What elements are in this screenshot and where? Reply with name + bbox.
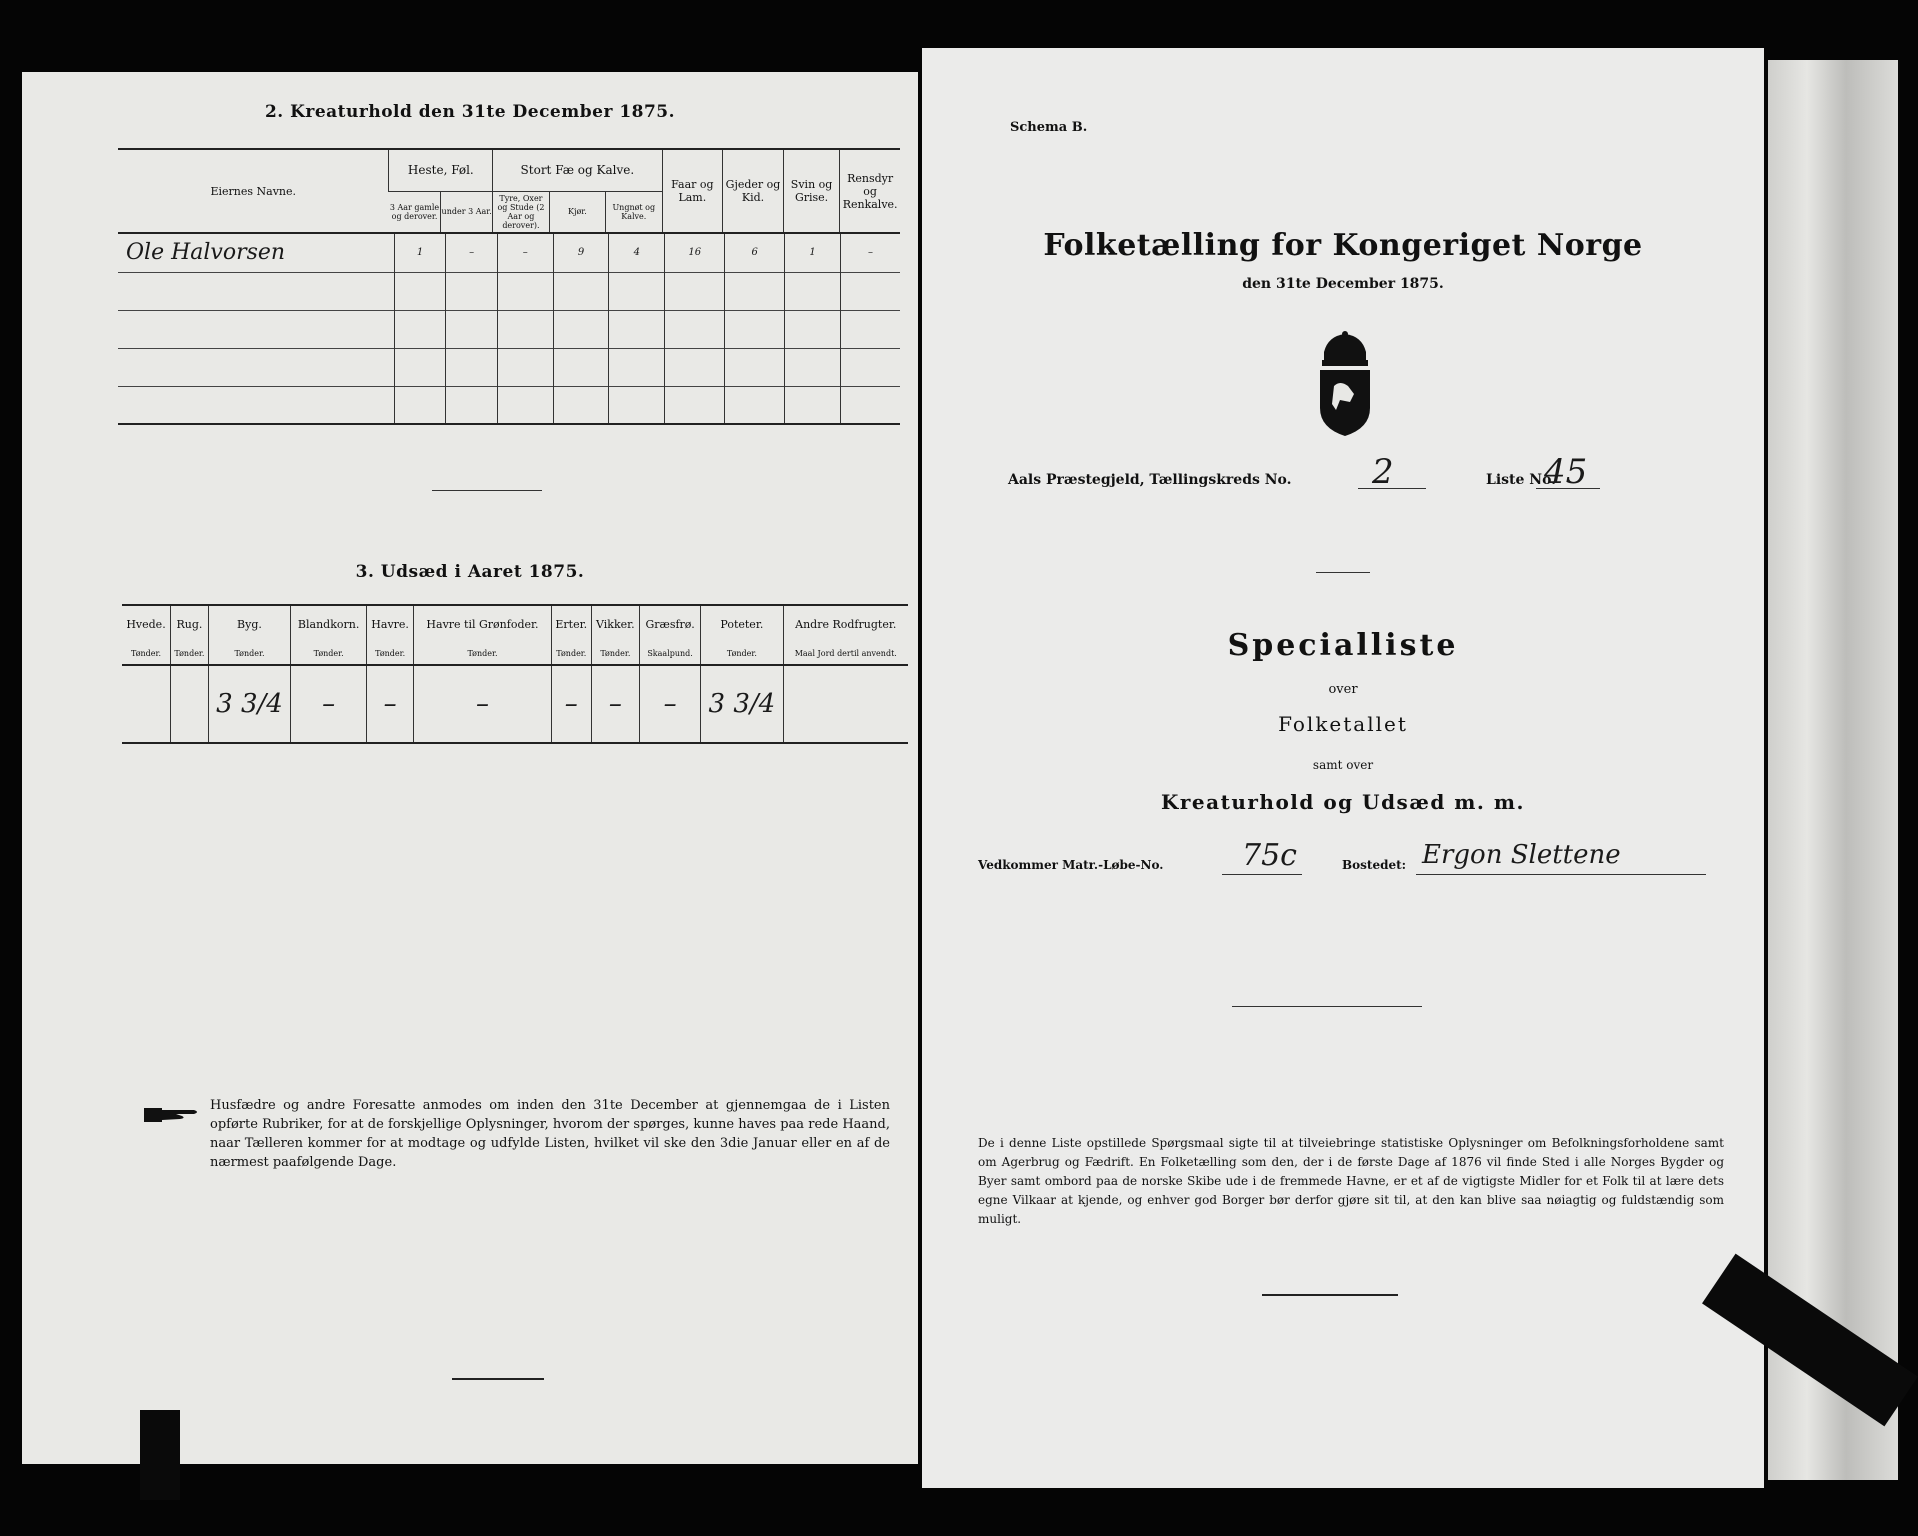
kreaturhold-heading: Kreaturhold og Udsæd m. m. — [1161, 790, 1525, 814]
underline — [1416, 874, 1706, 875]
clamp — [140, 1410, 180, 1500]
cell-pigs: 1 — [785, 234, 841, 272]
cell-cattle-young: 4 — [609, 234, 665, 272]
col-sheep: Faar og Lam. — [662, 149, 723, 233]
col-cattle: Stort Fæ og Kalve. — [493, 149, 662, 191]
col-horses-under3: under 3 Aar. — [441, 191, 493, 233]
schema-label: Schema B. — [1010, 120, 1088, 135]
divider — [1232, 1006, 1422, 1007]
specialliste-heading: Specialliste — [1227, 628, 1459, 663]
seed-col-name: Blandkorn. — [291, 605, 367, 643]
right-page — [922, 48, 1764, 1488]
bostedet-value: Ergon Slettene — [1422, 840, 1621, 870]
underline — [1536, 488, 1600, 489]
livestock-body — [118, 234, 900, 425]
seed-col-name: Vikker. — [591, 605, 639, 643]
back-sheets — [1768, 60, 1898, 1480]
cell-goats: 6 — [725, 234, 785, 272]
instruction-note: Husfædre og andre Foresatte anmodes om inden den 31te December at gjennemgaa de i Listen opførte Rubriker, for at de forskjellige Oplysninger, hvorom der spørges, kunne haves paa rede Haand, naar Tælleren kommer for at modtage og udfylde Listen, hvilket vil ske den 3die Januar eller en af de nærmest paafølgende Dage. — [210, 1098, 890, 1170]
folketallet-heading: Folketallet — [1278, 712, 1408, 736]
cell-sheep: 16 — [665, 234, 725, 272]
page-title: Folketælling for Kongeriget Norge — [1043, 228, 1643, 263]
divider — [432, 490, 542, 491]
col-owner: Eiernes Navne. — [210, 184, 296, 198]
col-cattle-cows: Kjør. — [549, 191, 605, 233]
seed-col-unit: Tønder. — [551, 643, 591, 665]
seed-table — [122, 604, 908, 744]
seed-col-name: Byg. — [208, 605, 290, 643]
section3-title: 3. Udsæd i Aaret 1875. — [355, 562, 585, 582]
seed-col-unit: Tønder. — [291, 643, 367, 665]
coat-of-arms-icon — [1310, 330, 1380, 440]
left-page — [22, 72, 918, 1464]
cell-cattle-bulls: – — [497, 234, 553, 272]
footer-text: De i denne Liste opstillede Spørgsmaal sigte til at tilveiebringe statistiske Oplysninger om Befolkningsforholdene samt om Agerbrug og Fædrift. En Folketælling som den, der i de første Dage af 1876 vil finde Sted i alle Norges Bygder og Byer samt ombord paa de norske Skibe ude i de fremmede Havne, er et af de vigtigste Midler for et Folk til at lære dets egne Vilkaar at kjende, og enhver god Borger bør derfor gjøre sit til, at den kan blive saa nøiagtig og fuldstændig som muligt. — [978, 1136, 1724, 1226]
seed-col-unit: Tønder. — [701, 643, 783, 665]
bostedet-label: Bostedet: — [1342, 858, 1407, 872]
seed-col-unit: Tønder. — [367, 643, 414, 665]
seed-col-unit: Tønder. — [171, 643, 209, 665]
seed-value-cell: – — [639, 665, 700, 743]
seed-col-name: Havre til Grønfoder. — [414, 605, 552, 643]
section2-title: 2. Kreaturhold den 31te December 1875. — [264, 102, 676, 122]
col-goats: Gjeder og Kid. — [723, 149, 784, 233]
underline — [1358, 488, 1426, 489]
seed-col-name: Havre. — [367, 605, 414, 643]
seed-value-cell: – — [414, 665, 552, 743]
list-label: Liste No. — [1486, 472, 1557, 488]
col-reindeer: Rensdyr og Renkalve. — [840, 149, 900, 233]
divider — [452, 1378, 544, 1380]
seed-col-name: Andre Rodfrugter. — [783, 605, 908, 643]
seed-value-cell — [783, 665, 908, 743]
cell-horses-under3: – — [446, 234, 498, 272]
seed-col-name: Poteter. — [701, 605, 783, 643]
parish-label: Aals Præstegjeld, Tællingskreds No. — [1008, 472, 1292, 488]
col-cattle-bulls: Tyre, Oxer og Stude (2 Aar og derover). — [493, 191, 549, 233]
col-cattle-young: Ungnøt og Kalve. — [606, 191, 662, 233]
col-horses: Heste, Føl. — [389, 149, 493, 191]
pointing-hand-icon — [142, 1104, 202, 1126]
seed-value-cell: – — [291, 665, 367, 743]
divider — [1262, 1294, 1398, 1296]
seed-value-cell: – — [551, 665, 591, 743]
matr-label: Vedkommer Matr.-Løbe-No. — [978, 858, 1164, 872]
seed-value-cell: 3 3/4 — [701, 665, 783, 743]
seed-value-cell — [122, 665, 171, 743]
over-text: over — [1328, 682, 1358, 697]
seed-col-unit: Tønder. — [414, 643, 552, 665]
seed-col-unit: Tønder. — [591, 643, 639, 665]
seed-col-unit: Tønder. — [131, 649, 162, 658]
table-row — [118, 234, 900, 272]
divider — [1316, 572, 1370, 573]
cell-horses-3plus: 1 — [394, 234, 446, 272]
seed-col-unit: Tønder. — [208, 643, 290, 665]
cell-cattle-cows: 9 — [553, 234, 609, 272]
seed-value-cell: – — [367, 665, 414, 743]
seed-value-cell: 3 3/4 — [208, 665, 290, 743]
seed-value-cell: – — [591, 665, 639, 743]
seed-col-name: Hvede. — [126, 618, 166, 631]
col-pigs: Svin og Grise. — [783, 149, 839, 233]
list-number: 45 — [1544, 452, 1588, 492]
col-horses-3plus: 3 Aar gamle og derover. — [389, 202, 440, 221]
livestock-header — [118, 148, 900, 234]
seed-value-cell — [171, 665, 209, 743]
owner-name: Ole Halvorsen — [126, 240, 286, 266]
samt-over-text: samt over — [1312, 758, 1374, 772]
seed-col-unit: Maal Jord dertil anvendt. — [783, 643, 908, 665]
seed-col-name: Erter. — [551, 605, 591, 643]
seed-col-name: Rug. — [171, 605, 209, 643]
seed-col-name: Græsfrø. — [639, 605, 700, 643]
district-number: 2 — [1372, 452, 1394, 492]
cell-reindeer: – — [840, 234, 900, 272]
seed-col-unit: Skaalpund. — [639, 643, 700, 665]
underline — [1222, 874, 1302, 875]
page-subtitle: den 31te December 1875. — [1242, 276, 1444, 292]
matr-number: 75c — [1242, 838, 1297, 873]
